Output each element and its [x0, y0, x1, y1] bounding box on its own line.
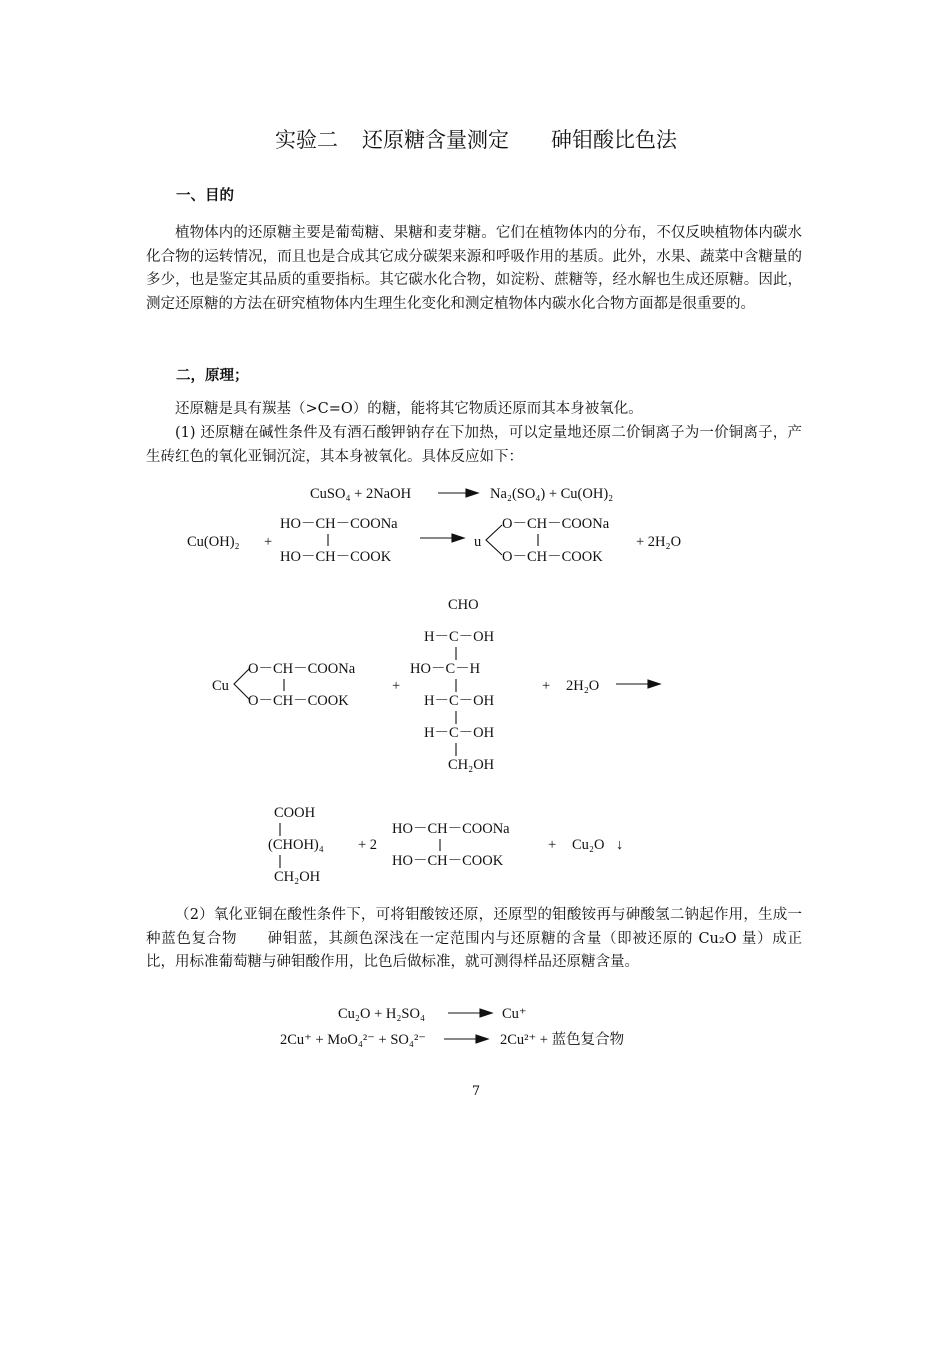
r6-right: 2Cu²⁺ + 蓝色复合物: [500, 1032, 625, 1048]
principle-intro: 还原糖是具有羰基（>C=O）的糖，能将其它物质还原而其本身被氧化。: [175, 401, 643, 417]
section-heading-purpose: 一、目的: [176, 188, 234, 204]
r3-complex-top: O－CH－COONa: [248, 661, 356, 677]
r4-plus: +: [548, 837, 557, 853]
r3-cu: Cu: [212, 678, 229, 694]
title-experiment: 实验二: [275, 128, 338, 152]
precipitate-arrow-icon: ↓: [616, 837, 624, 853]
glucose-line-1: CHO: [448, 597, 479, 613]
glucose-line-4: H－C－OH: [424, 693, 495, 709]
r2-water: + 2H₂O: [636, 534, 682, 550]
acid-line-2: (CHOH)₄: [268, 837, 324, 853]
r2-tartrate-bottom: HO－CH－COOK: [280, 549, 392, 565]
r3-plus1: +: [392, 678, 401, 694]
r2-complex-bottom: O－CH－COOK: [502, 549, 603, 565]
r2-complex-top: O－CH－COONa: [502, 516, 610, 532]
r6-left: 2Cu⁺ + MoO₄²⁻ + SO₄²⁻: [280, 1032, 426, 1048]
glucose-line-2: H－C－OH: [424, 629, 495, 645]
acid-line-1: COOH: [274, 805, 316, 821]
r4-tartrate-bottom: HO－CH－COOK: [392, 853, 504, 869]
acid-line-3: CH₂OH: [274, 869, 321, 885]
r1-left: CuSO₄ + 2NaOH: [310, 486, 412, 502]
r5-right: Cu⁺: [502, 1006, 527, 1022]
r4-tartrate-top: HO－CH－COONa: [392, 821, 510, 837]
purpose-paragraph: 植物体内的还原糖主要是葡萄糖、果糖和麦芽糖。它们在植物体内的分布，不仅反映植物体内碳水化合物的运转情况，而且也是合成其它成分碳架来源和呼吸作用的基质。此外，水果、蔬菜中含糖量的多少，也是鉴定其品质的重要指标。其它碳水化合物，如淀粉、蔗糖等，经水解也生成还原糖。因此，测定还原糖的方法在研究植物体内生理生化变化和测定植物体内碳水化合物方面都是很重要的。: [146, 225, 802, 312]
r4-coef: + 2: [358, 837, 378, 853]
r3-plus2: +: [542, 678, 551, 694]
title-name: 还原糖含量测定: [362, 128, 509, 152]
glucose-line-3: HO－C－H: [410, 661, 481, 677]
r3-complex-bottom: O－CH－COOK: [248, 693, 349, 709]
r3-water: 2H₂O: [566, 678, 600, 694]
r2-cuoh2: Cu(OH)₂: [187, 534, 240, 550]
r2-plus: +: [264, 534, 273, 550]
page-number: 7: [471, 1084, 481, 1099]
section-heading-principle: 二，原理；: [176, 368, 249, 384]
r5-left: Cu₂O + H₂SO₄: [338, 1006, 425, 1022]
r1-right: Na₂(SO₄) + Cu(OH)₂: [490, 486, 614, 502]
title-method: 砷钼酸比色法: [551, 128, 677, 152]
r2-complex-u: u: [474, 534, 482, 550]
glucose-line-5: H－C－OH: [424, 725, 495, 741]
r2-tartrate-top: HO－CH－COONa: [280, 516, 398, 532]
principle-point-1: (1) 还原糖在碱性条件及有酒石酸钾钠存在下加热，可以定量地还原二价铜离子为一价铜离子，产生砖红色的氧化亚铜沉淀，其本身被氧化。具体反应如下：: [146, 425, 802, 465]
r4-cu2o: Cu₂O: [572, 837, 605, 853]
glucose-line-6: CH₂OH: [448, 757, 495, 773]
principle-point-2: （2）氧化亚铜在酸性条件下，可将钼酸铵还原，还原型的钼酸铵再与砷酸氢二钠起作用，生成一种蓝色复合物 砷钼蓝，其颜色深浅在一定范围内与还原糖的含量（即被还原的 Cu₂O 量）成正比，用标准葡萄糖与砷钼酸作用，比色后做标准，就可测得样品还原糖含量。: [146, 907, 802, 970]
